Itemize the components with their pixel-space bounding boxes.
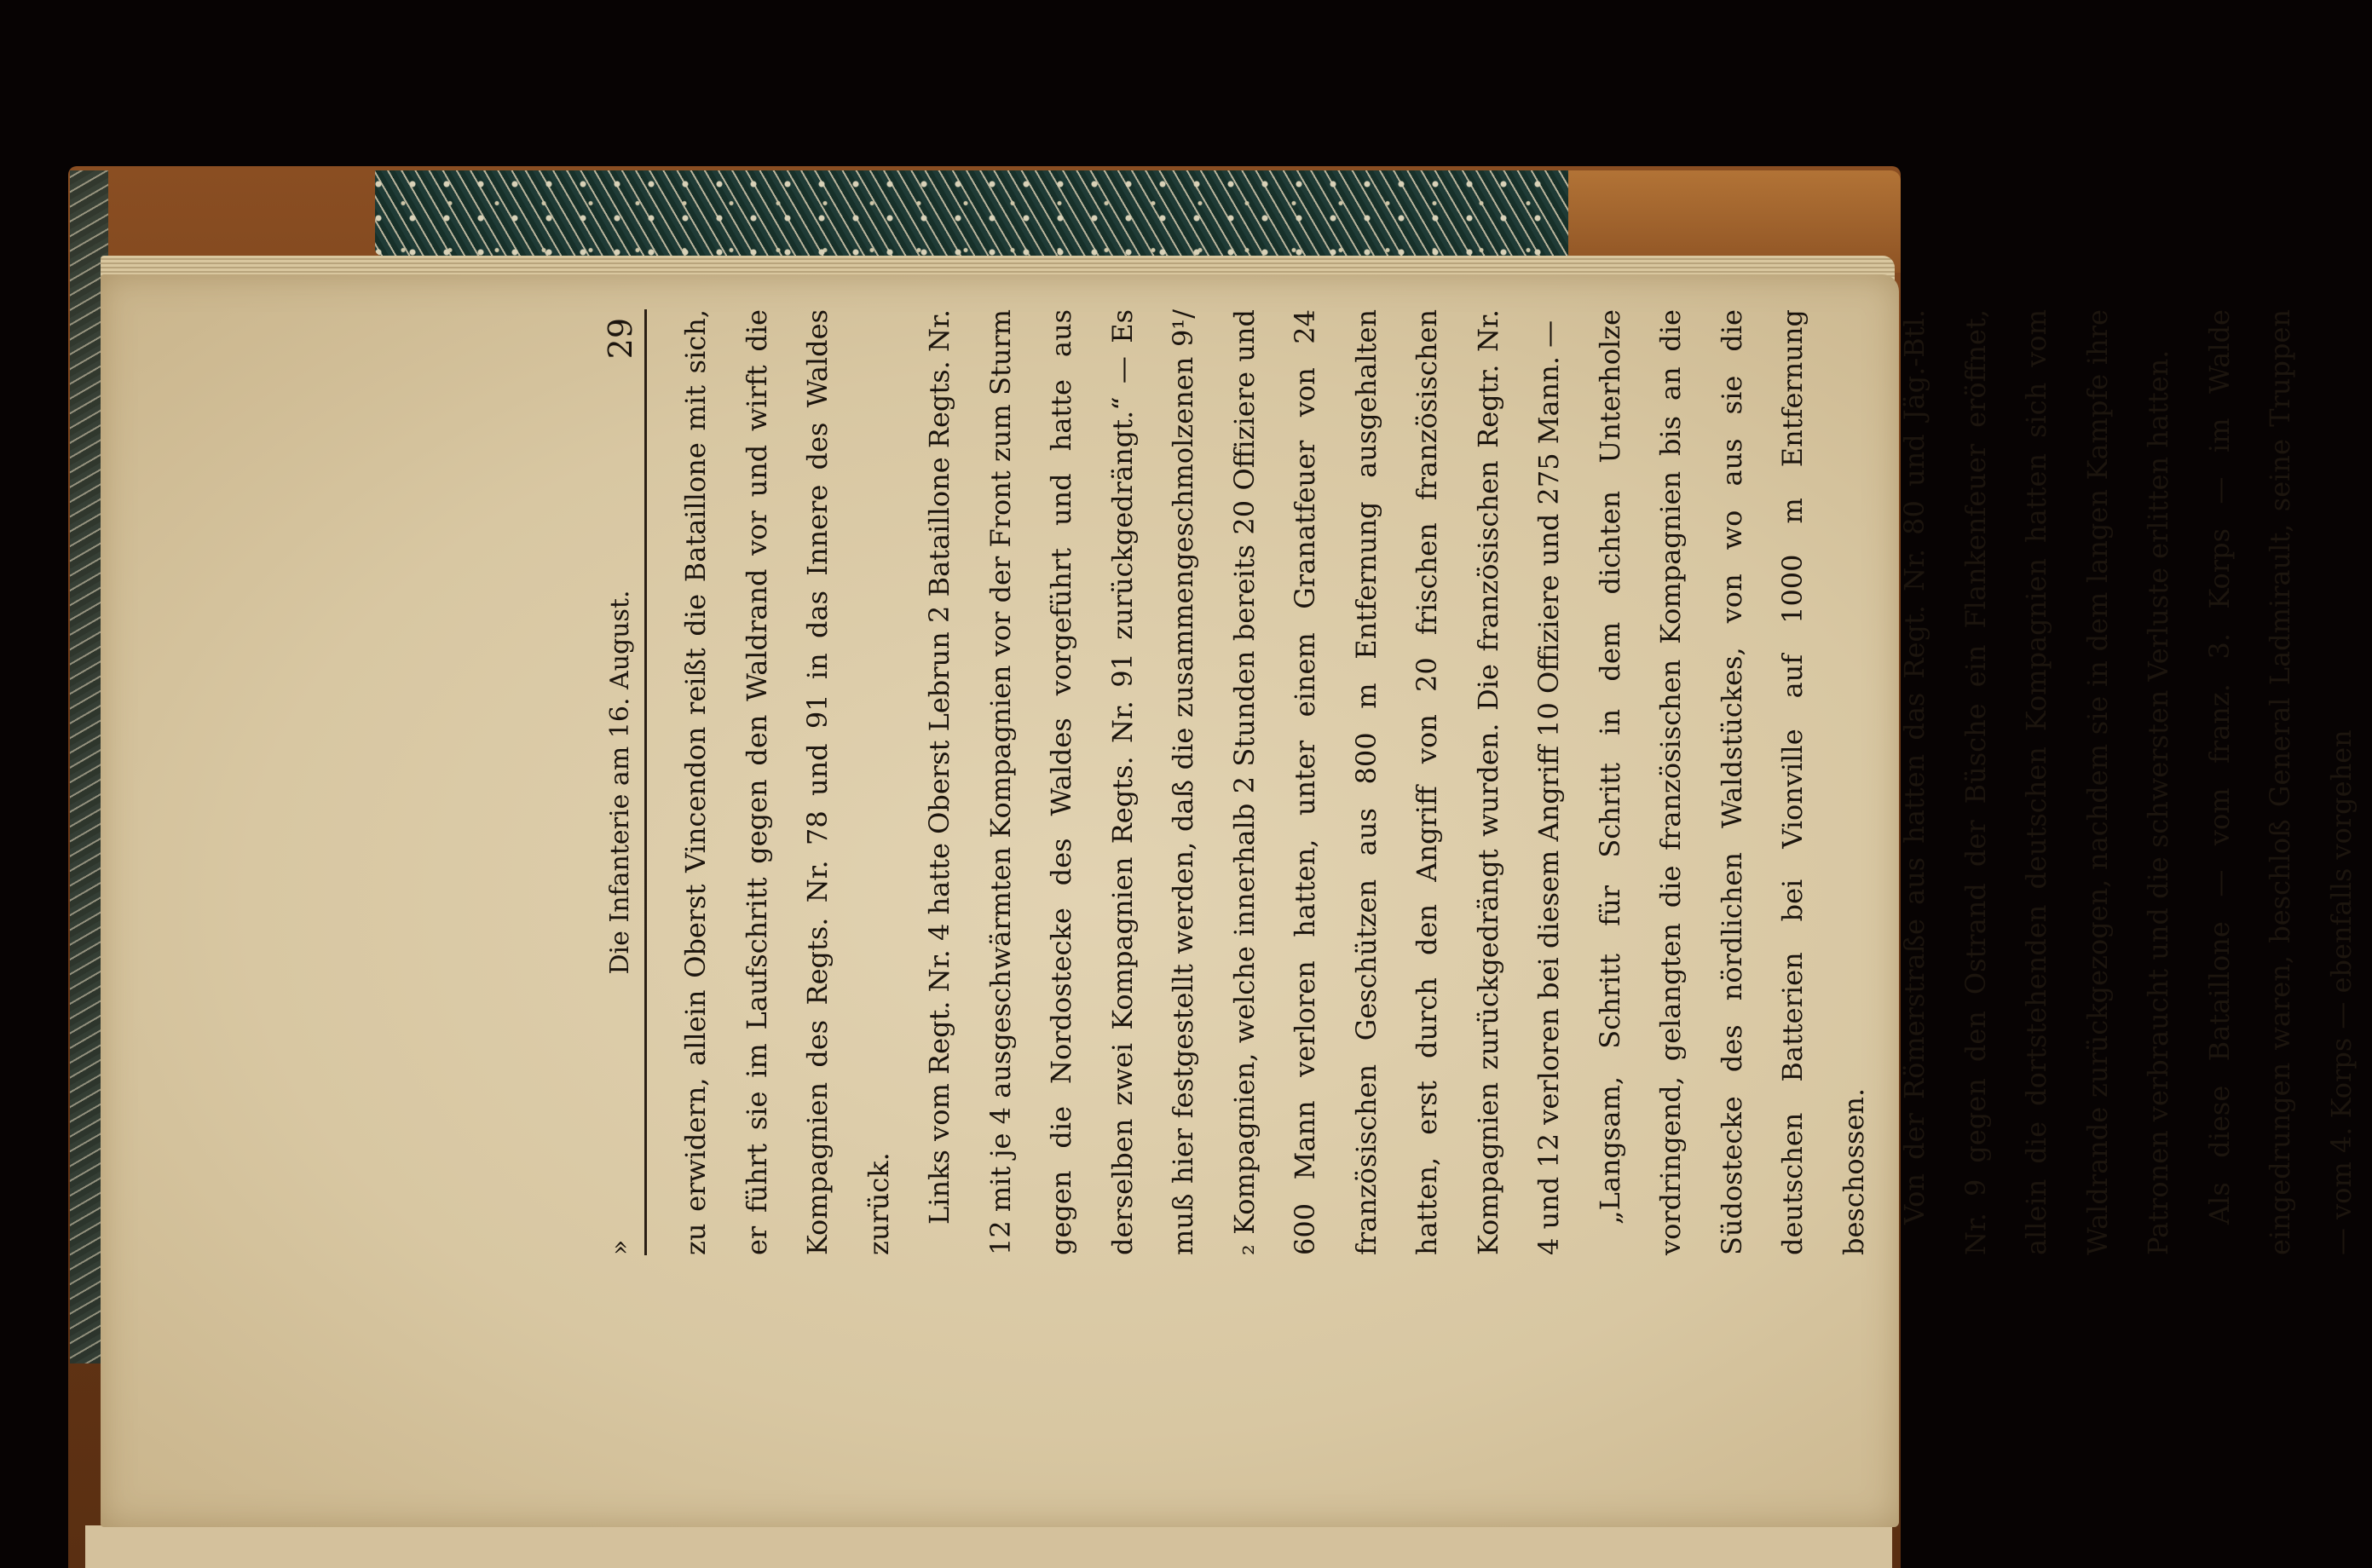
paragraph: Von der Römerstraße aus hatten das Regt. Nr. 80 und Jäg.-Btl. Nr. 9 gegen den Ostrand der Büsche ein Flankenfeuer eröffnet, allein die dortstehenden deutschen Kompagnien hatten sich vom Waldrande zurückgezogen, nachdem sie in dem langen Kampfe ihre Patronen verbraucht und die schwersten Verluste erlitten hatten. — [1898, 309, 2174, 1255]
marbled-endpaper — [375, 170, 1611, 256]
running-title: Die Infanterie am 16. August. — [605, 590, 635, 975]
page-header — [600, 309, 641, 1255]
page-mark: » — [605, 1239, 635, 1255]
header-rule — [644, 309, 647, 1255]
page-number: 29 — [602, 318, 639, 360]
paragraph: Als diese Bataillone — vom franz. 3. Korps — im Walde eingedrungen waren, beschloß General Ladmirault, seine Truppen — vom 4. Korps — ebenfalls vorgehen — [2202, 309, 2358, 1255]
paragraph: „Langsam, Schritt für Schritt in dem dichten Unterholze vordringend, gelangten die französischen Kompagnien bis an die Südostecke des nördlichen Waldstückes, von wo aus sie die deutschen Batterien bei Vionville auf 1000 m Entfernung beschossen. — [1593, 309, 1870, 1255]
page-text-block — [600, 309, 2358, 1255]
next-page-edge — [85, 1525, 1892, 1568]
page-body — [666, 309, 2372, 1255]
paragraph: zu erwidern, allein Oberst Vincendon reißt die Bataillone mit sich, er führt sie im Laufschritt gegen den Waldrand vor und wirft die Kompagnien des Regts. Nr. 78 und 91 in das Innere des Waldes zurück. — [679, 309, 895, 1255]
paragraph: Links vom Regt. Nr. 4 hatte Oberst Lebrun 2 Bataillone Regts. Nr. 12 mit je 4 ausgeschwärmten Kompagnien vor der Front zum Sturm gegen die Nordostecke des Waldes vorgeführt und hatte aus derselben zwei Kompagnien Regts. Nr. 91 zurückgedrängt.“ — Es muß hier festgestellt werden, daß die zusammengeschmolzenen 9¹/₂ Kompagnien, welche innerhalb 2 Stunden bereits 20 Offiziere und 600 Mann verloren hatten, unter einem Granatfeuer von 24 französischen Geschützen aus 800 m Entfernung ausgehalten hatten, erst durch den Angriff von 20 frischen französischen Kompagnien zurückgedrängt wurden. Die französischen Regtr. Nr. 4 und 12 verloren bei diesem Angriff 10 Offiziere und 275 Mann. — — [923, 309, 1565, 1255]
